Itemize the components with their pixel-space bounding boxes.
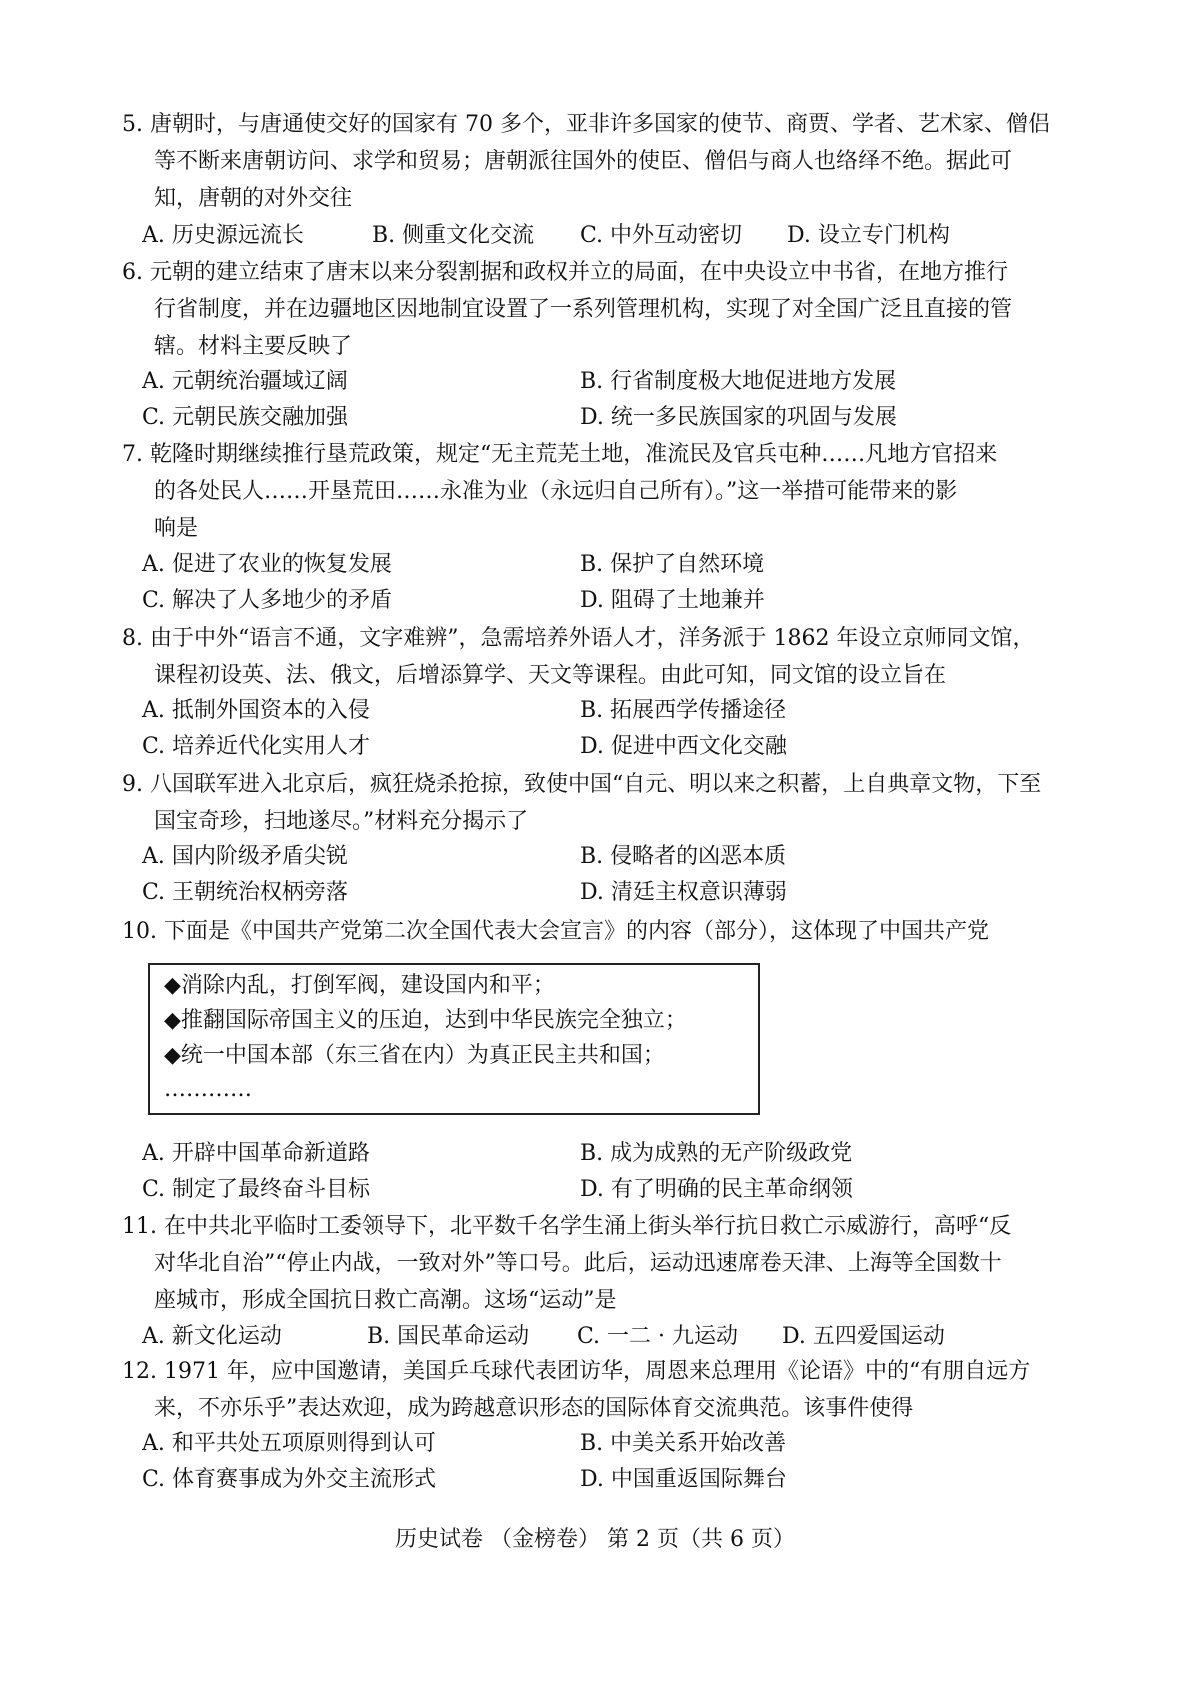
question-11-option-d: D. 五四爱国运动 [782,1324,945,1349]
question-8-option-b: B. 拓展西学传播途径 [580,698,787,723]
question-12-line-2: 来，不亦乐乎”表达欢迎，成为跨越意识形态的国际体育交流典范。该事件使得 [154,1396,914,1421]
question-5-line-2: 等不断来唐朝访问、求学和贸易；唐朝派往国外的使臣、僧侣与商人也络绎不绝。据此可 [154,149,1013,174]
question-5-option-a: A. 历史源远流长 [142,223,304,248]
question-12-option-d: D. 中国重返国际舞台 [580,1467,787,1492]
question-10-option-d: D. 有了明确的民主革命纲领 [580,1177,853,1202]
question-7-line-1: 7. 乾隆时期继续推行垦荒政策，规定“无主荒芜土地，准流民及官兵屯种……凡地方官招来 [122,442,998,467]
question-9-line-1: 9. 八国联军进入北京后，疯狂烧杀抢掠，致使中国“自元、明以来之积蓄，上自典章文物，下至 [122,772,1042,797]
question-11-option-a: A. 新文化运动 [142,1324,282,1349]
question-12-line-1: 12. 1971 年，应中国邀请，美国乒乓球代表团访华，周恩来总理用《论语》中的“有朋自远方 [122,1359,1031,1384]
question-11-option-c: C. 一二 · 九运动 [577,1324,739,1349]
question-9-option-d: D. 清廷主权意识薄弱 [580,880,787,905]
question-6-option-b: B. 行省制度极大地促进地方发展 [580,369,897,394]
question-5-line-1: 5. 唐朝时，与唐通使交好的国家有 70 多个，亚非许多国家的使节、商贾、学者、艺术家、僧侣 [122,112,1050,137]
question-11-line-3: 座城市，形成全国抗日救亡高潮。这场“运动”是 [154,1288,617,1313]
question-5-option-d: D. 设立专门机构 [787,223,950,248]
material-box [148,963,760,1115]
question-7-line-2: 的各处民人……开垦荒田……永准为业（永远归自己所有）。”这一举措可能带来的影 [154,479,958,504]
question-8-option-c: C. 培养近代化实用人才 [142,734,371,759]
question-12-option-c: C. 体育赛事成为外交主流形式 [142,1467,437,1492]
material-ellipsis: ………… [164,1077,252,1102]
question-6-option-a: A. 元朝统治疆域辽阔 [142,369,348,394]
question-11-line-2: 对华北自治”“停止内战，一致对外”等口号。此后，运动迅速席卷天津、上海等全国数十 [154,1251,1002,1276]
question-6-line-3: 辖。材料主要反映了 [154,334,353,359]
question-6-option-d: D. 统一多民族国家的巩固与发展 [580,405,897,430]
material-line-3: ◆统一中国本部（东三省在内）为真正民主共和国； [164,1043,665,1068]
question-10-option-c: C. 制定了最终奋斗目标 [142,1177,371,1202]
question-11-option-b: B. 国民革命运动 [367,1324,530,1349]
question-6-line-2: 行省制度，并在边疆地区因地制宜设置了一系列管理机构，实现了对全国广泛且直接的管 [154,297,1013,322]
material-line-2: ◆推翻国际帝国主义的压迫，达到中华民族完全独立； [164,1008,687,1033]
question-7-option-c: C. 解决了人多地少的矛盾 [142,588,393,613]
question-5-option-c: C. 中外互动密切 [580,223,743,248]
question-10-option-a: A. 开辟中国革命新道路 [142,1141,370,1166]
question-11-line-1: 11. 在中共北平临时工委领导下，北平数千名学生涌上街头举行抗日救亡示威游行，高呼“反 [122,1214,1012,1239]
question-8-option-a: A. 抵制外国资本的入侵 [142,698,370,723]
question-8-line-2: 课程初设英、法、俄文，后增添算学、天文等课程。由此可知，同文馆的设立旨在 [154,663,947,688]
question-9-option-a: A. 国内阶级矛盾尖锐 [142,844,348,869]
question-7-line-3: 响是 [154,516,199,541]
question-7-option-d: D. 阻碍了土地兼并 [580,588,765,613]
question-8-option-d: D. 促进中西文化交融 [580,734,787,759]
question-12-option-b: B. 中美关系开始改善 [580,1431,787,1456]
question-6-line-1: 6. 元朝的建立结束了唐末以来分裂割据和政权并立的局面，在中央设立中书省，在地方推行 [122,260,1008,285]
question-5-line-3: 知，唐朝的对外交往 [154,186,353,211]
page-footer: 历史试卷 （金榜卷） 第 2 页（共 6 页） [395,1527,795,1552]
question-12-option-a: A. 和平共处五项原则得到认可 [142,1431,436,1456]
question-7-option-a: A. 促进了农业的恢复发展 [142,552,392,577]
question-7-option-b: B. 保护了自然环境 [580,552,765,577]
material-line-1: ◆消除内乱，打倒军阀，建设国内和平； [164,973,555,998]
question-6-option-c: C. 元朝民族交融加强 [142,405,349,430]
question-9-option-b: B. 侵略者的凶恶本质 [580,844,787,869]
question-9-option-c: C. 王朝统治权柄旁落 [142,880,349,905]
question-9-line-2: 国宝奇珍，扫地遂尽。”材料充分揭示了 [154,809,529,834]
question-10-line-1: 10. 下面是《中国共产党第二次全国代表大会宣言》的内容（部分），这体现了中国共产党 [122,919,989,944]
question-5-option-b: B. 侧重文化交流 [372,223,535,248]
question-8-line-1: 8. 由于中外“语言不通，文字难辨”，急需培养外语人才，洋务派于 1862 年设立京师同文馆， [122,626,1035,651]
question-10-option-b: B. 成为成熟的无产阶级政党 [580,1141,853,1166]
